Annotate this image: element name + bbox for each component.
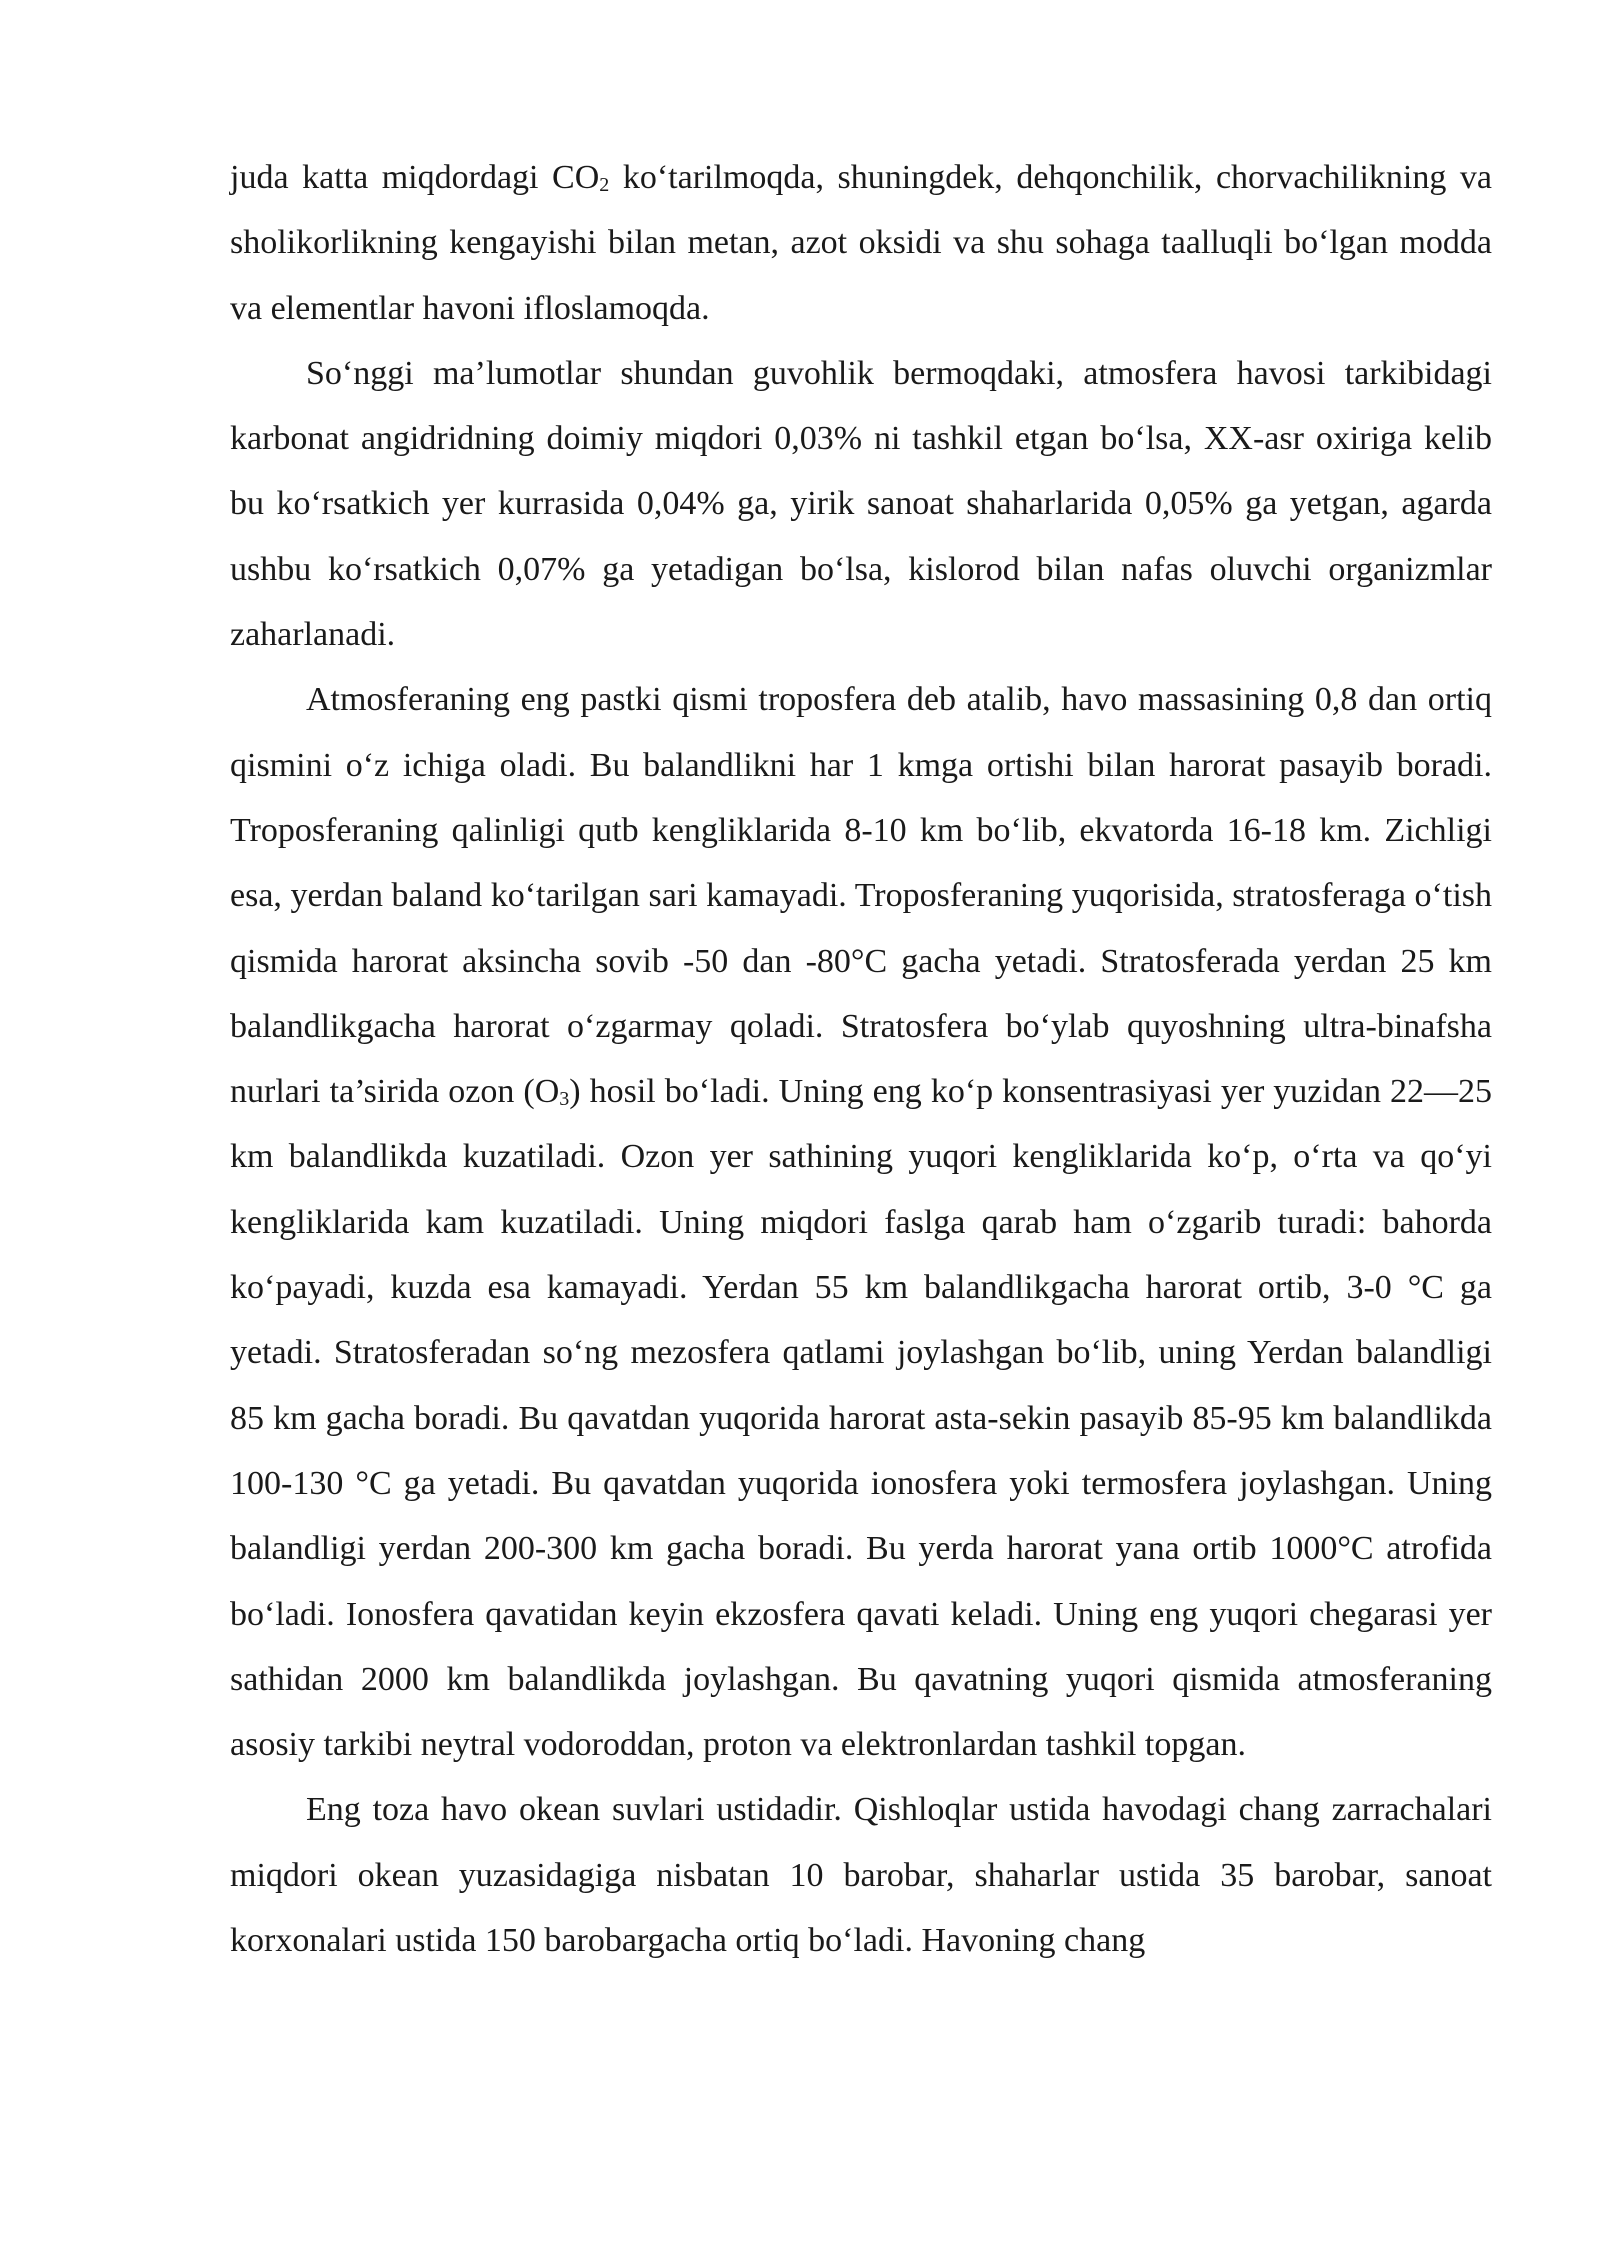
paragraph-1 (230, 145, 1492, 341)
paragraph-4: Eng toza havo okean suvlari ustidadir. Qishloqlar ustida havodagi chang zarrachalari miqdori okean yuzasidagiga nisbatan 10 barobar, shaharlar ustida 35 barobar, sanoat korxonalari ustida 150 barobargacha ortiq bo‘ladi. Havoning chang (230, 1791, 1492, 1960)
subscript-co2: 2 (599, 174, 610, 196)
paragraph-3 (230, 667, 1492, 1777)
paragraph-1-text-a: juda katta miqdordagi CO (230, 159, 600, 196)
paragraph-3-text-b: ) hosil bo‘ladi. Uning eng ko‘p konsentrasiyasi yer yuzidan 22—25 km balandlikda kuzatiladi. Ozon yer sathining yuqori kengliklarida ko‘p, o‘rta va qo‘yi kengliklarida kam kuzatiladi. Uning miqdori faslga qarab ham o‘zgarib turadi: bahorda ko‘payadi, kuzda esa kamayadi. Yerdan 55 km balandlikgacha harorat ortib, 3-0 °C ga yetadi. Stratosferadan so‘ng mezosfera qatlami joylashgan bo‘lib, uning Yerdan balandligi 85 km gacha boradi. Bu qavatdan yuqorida harorat asta-sekin pasayib 85-95 km balandlikda 100-130 °C ga yetadi. Bu qavatdan yuqorida ionosfera yoki termosfera joylashgan. Uning balandligi yerdan 200-300 km gacha boradi. Bu yerda harorat yana ortib 1000°C atrofida bo‘ladi. Ionosfera qavatidan keyin ekzosfera qavati keladi. Uning eng yuqori chegarasi yer sathidan 2000 km balandlikda joylashgan. Bu qavatning yuqori qismida atmosferaning asosiy tarkibi neytral vodoroddan, proton va elektronlardan tashkil topgan. (230, 1073, 1492, 1764)
paragraph-1-text-b: ko‘tarilmoqda, shuningdek, dehqonchilik, chorvachilikning va sholikorlikning kengayishi bilan metan, azot oksidi va shu sohaga taalluqli bo‘lgan modda va elementlar havoni ifloslamoqda. (230, 159, 1492, 327)
paragraph-2: So‘nggi ma’lumotlar shundan guvohlik bermoqdaki, atmosfera havosi tarkibidagi karbonat angidridning doimiy miqdori 0,03% ni tashkil etgan bo‘lsa, XX-asr oxiriga kelib bu ko‘rsatkich yer kurrasida 0,04% ga, yirik sanoat shaharlarida 0,05% ga yetgan, agarda ushbu ko‘rsatkich 0,07% ga yetadigan bo‘lsa, kislorod bilan nafas oluvchi organizmlar zaharlanadi. (230, 354, 1492, 654)
paragraph-3-text-a: Atmosferaning eng pastki qismi troposfera deb atalib, havo massasining 0,8 dan ortiq qismini o‘z ichiga oladi. Bu balandlikni har 1 kmga ortishi bilan harorat pasayib boradi. Troposferaning qalinligi qutb kengliklarida 8-10 km bo‘lib, ekvatorda 16-18 km. Zichligi esa, yerdan baland ko‘tarilgan sari kamayadi. Troposferaning yuqorisida, stratosferaga o‘tish qismida harorat aksincha sovib -50 dan -80°C gacha yetadi. Stratosferada yerdan 25 km balandlikgacha harorat o‘zgarmay qoladi. Stratosfera bo‘ylab quyoshning ultra-binafsha nurlari ta’sirida ozon (O (230, 681, 1492, 1111)
subscript-o3: 3 (559, 1088, 570, 1111)
document-page (230, 145, 1492, 1973)
